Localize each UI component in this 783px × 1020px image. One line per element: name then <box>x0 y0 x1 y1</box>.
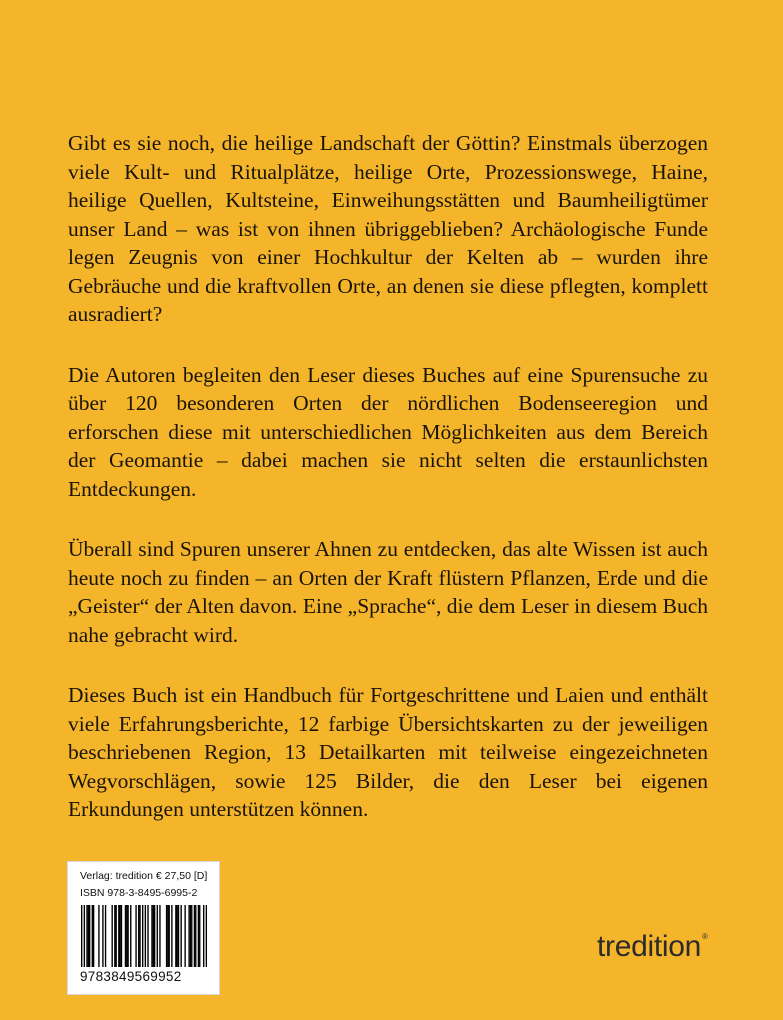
barcode-bar <box>153 905 154 967</box>
barcode-bar <box>86 905 87 967</box>
barcode-bar <box>138 905 139 967</box>
barcode-bar <box>125 905 126 967</box>
barcode-bar <box>142 905 143 967</box>
back-cover-blurb <box>68 129 708 856</box>
barcode-bar <box>115 905 116 967</box>
barcode-bar <box>188 905 189 967</box>
barcode-bar <box>159 905 160 967</box>
blurb-paragraph-1: Gibt es sie noch, die heilige Landschaft der Göttin? Einstmals überzogen viele Kult- und Ritualplätze, heilige Orte, Prozessionswege, Haine, heilige Quellen, Kultsteine, Einweihungsstätten und Baumheiligtümer unser Land – was ist von ihnen übriggeblieben? Archäologische Funde legen Zeugnis von einer Hochkultur der Kelten ab – wurden ihre Gebräuche und die kraftvollen Orte, an denen sie diese pflegten, komplett ausradiert? <box>68 131 708 326</box>
barcode-bar <box>154 905 155 967</box>
barcode-bar <box>112 905 113 967</box>
barcode-bar <box>121 905 122 967</box>
barcode-digits: 9783849569952 <box>80 969 182 984</box>
barcode-graphic <box>81 905 207 967</box>
barcode-bar <box>191 905 192 967</box>
barcode-bar <box>119 905 120 967</box>
blurb-paragraph-2: Die Autoren begleiten den Leser dieses Buches auf eine Spurensuche zu über 120 besonderen Orten der nördlichen Bodenseeregion und erforschen diese mit unterschiedlichen Möglichkeiten aus dem Bereich der Geomantie – dabei machen sie nicht selten die erstaunlichsten Entdeckungen. <box>68 362 708 501</box>
blurb-paragraph-4: Dieses Buch ist ein Handbuch für Fortgeschrittene und Laien und enthält viele Erfahrungsberichte, 12 farbige Übersichtskarten zu der jeweiligen beschriebenen Region, 13 Detailkarten mit teilweise eingezeichneten Wegvorschlägen, sowie 125 Bilder, die den Leser bei eigenen Erkundungen unterstützen können. <box>68 683 708 821</box>
publisher-price-line: Verlag: tredition € 27,50 [D] <box>80 870 208 882</box>
barcode-bar <box>139 905 140 967</box>
barcode-bar <box>88 905 89 967</box>
barcode-bar <box>98 905 99 967</box>
barcode-bar <box>102 905 103 967</box>
barcode-bar <box>84 905 85 967</box>
barcode-bar <box>203 905 204 967</box>
barcode-bar <box>147 905 148 967</box>
barcode-bar <box>89 905 90 967</box>
barcode-bar <box>114 905 115 967</box>
barcode-bar <box>195 905 196 967</box>
barcode-bar <box>199 905 200 967</box>
barcode-bar <box>171 905 172 967</box>
logo-text: tredition <box>597 930 702 963</box>
barcode-bar <box>176 905 177 967</box>
barcode-bar <box>151 905 152 967</box>
barcode-bar <box>190 905 191 967</box>
barcode-bar <box>81 905 82 967</box>
barcode-bar <box>175 905 176 967</box>
barcode-bar <box>194 905 195 967</box>
barcode-bar <box>157 905 158 967</box>
barcode-bar <box>127 905 128 967</box>
barcode-bar <box>105 905 106 967</box>
registered-mark: ® <box>702 932 708 941</box>
barcode-bar <box>178 905 179 967</box>
isbn-barcode-label <box>67 861 220 995</box>
barcode-bar <box>135 905 136 967</box>
barcode-bar <box>92 905 93 967</box>
barcode-bar <box>93 905 94 967</box>
barcode-bar <box>118 905 119 967</box>
isbn-line: ISBN 978-3-8495-6995-2 <box>80 887 198 899</box>
barcode-bar <box>206 905 207 967</box>
barcode-bar <box>130 905 131 967</box>
barcode-bar <box>126 905 127 967</box>
barcode-bar <box>167 905 168 967</box>
blurb-paragraph-3: Überall sind Spuren unserer Ahnen zu entdecken, das alte Wissen ist auch heute noch zu finden – an Orten der Kraft flüstern Pflanzen, Erde und die „Geister“ der Alten davon. Eine „Sprache“, die dem Leser in diesem Buch nahe gebracht wird. <box>68 537 708 647</box>
barcode-bar <box>166 905 167 967</box>
barcode-bar <box>145 905 146 967</box>
barcode-bar <box>169 905 170 967</box>
barcode-bar <box>184 905 185 967</box>
tredition-logo <box>597 930 708 964</box>
barcode-bar <box>198 905 199 967</box>
barcode-bar <box>180 905 181 967</box>
